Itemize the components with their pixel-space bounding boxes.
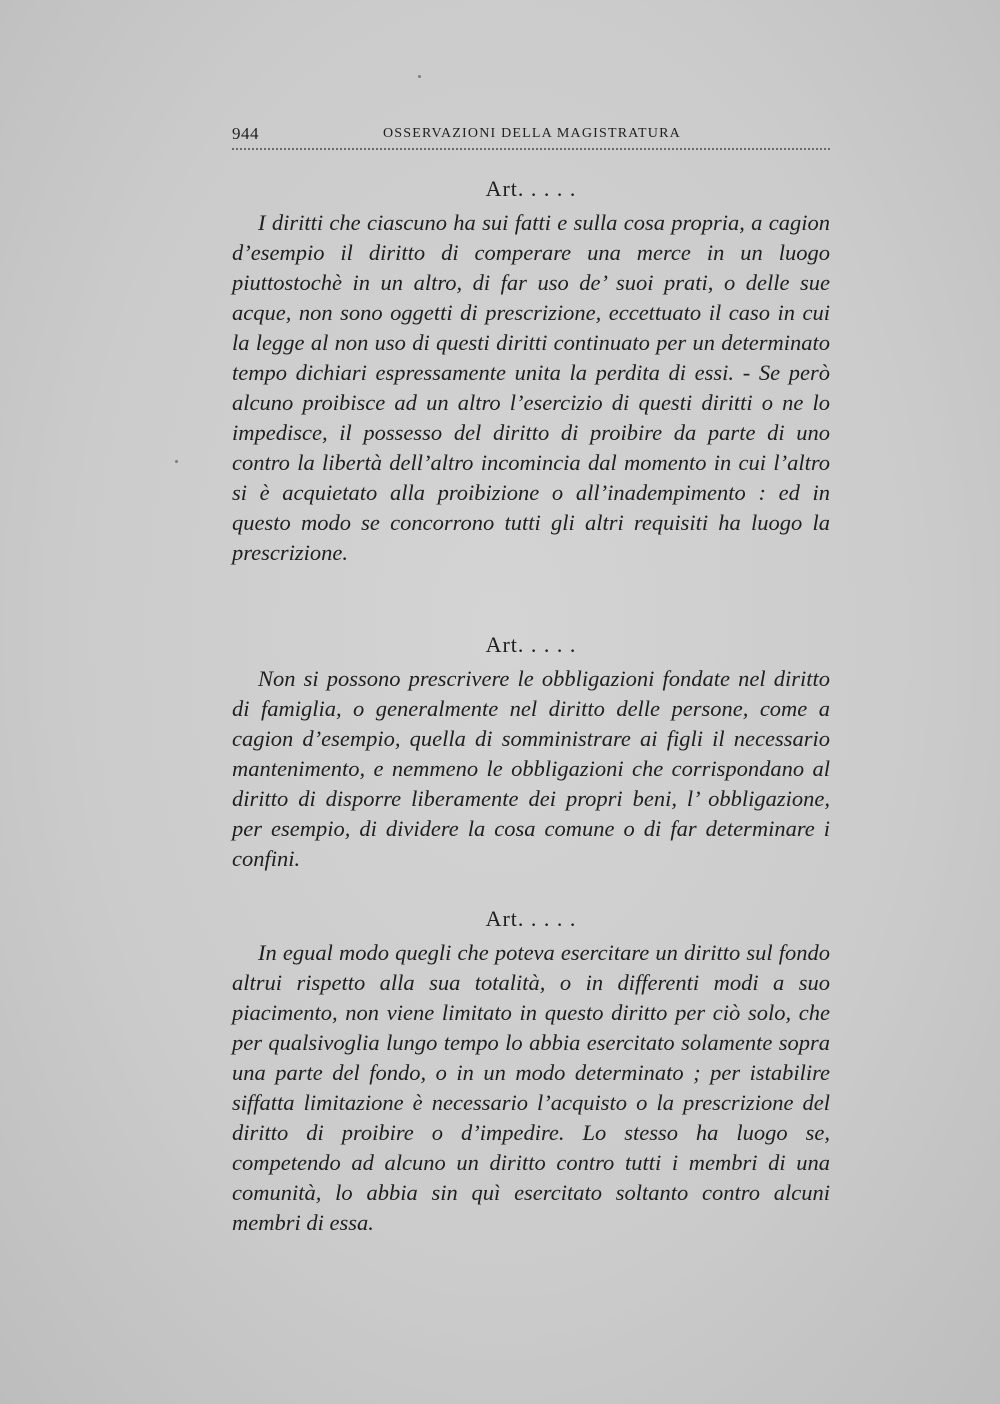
article-heading: Art. . . . .	[485, 906, 577, 931]
article-text: Non si possono prescrivere le obbligazioni fondate nel diritto di famiglia, o generalmente nel diritto delle persone, come a cagion d’esempio, quella di somministrare ai figli il necessario mantenimento, e nemmeno le obbligazioni che corrispondano al diritto di disporre liberamente dei propri beni, l’ obbligazione, per esempio, di dividere la cosa comune o di far determinare i confini.	[232, 666, 830, 871]
running-title: OSSERVAZIONI DELLA MAGISTRATURA	[383, 126, 681, 141]
paper-speck	[175, 460, 178, 463]
article-text: In egual modo quegli che poteva esercitare un diritto sul fondo altrui rispetto alla sua totalità, o in differenti modi a suo piacimento, non viene limitato in questo diritto per ciò solo, che per qualsivoglia lungo tempo lo abbia esercitato solamente sopra una parte del fondo, o in un modo determinato ; per istabilire siffatta limitazione è necessario l’acquisto o la prescrizione del diritto di proibire o d’impedire. Lo stesso ha luogo se, competendo ad alcuno un diritto contro tutti i membri di una comunità, lo abbia sin quì esercitato soltanto contro alcuni membri di essa.	[232, 940, 830, 1235]
article-text: I diritti che ciascuno ha sui fatti e sulla cosa propria, a cagion d’esempio il diritto di comperare una merce in un luogo piuttostochè in un altro, di far uso de’ suoi prati, o delle sue acque, non sono oggetti di prescrizione, eccettuato il caso in cui la legge al non uso di questi diritti continuato per un determinato tempo dichiari espressamente unita la perdita di essi. - Se però alcuno proibisce ad un altro l’esercizio di questi diritti o ne lo impedisce, il possesso del diritto di proibire da parte di uno contro la libertà dell’altro incomincia dal momento in cui l’altro si è acquietato alla proibizione o all’inadempimento : ed in questo modo se concorrono tutti gli altri requisiti ha luogo la prescrizione.	[232, 210, 830, 565]
article-heading: Art. . . . .	[485, 176, 577, 201]
article-1	[232, 176, 830, 568]
paper-speck	[418, 75, 421, 78]
page-number: 944	[232, 124, 259, 143]
running-head	[232, 122, 830, 150]
article-2	[232, 632, 830, 874]
article-heading: Art. . . . .	[485, 632, 577, 657]
article-3	[232, 906, 830, 1238]
